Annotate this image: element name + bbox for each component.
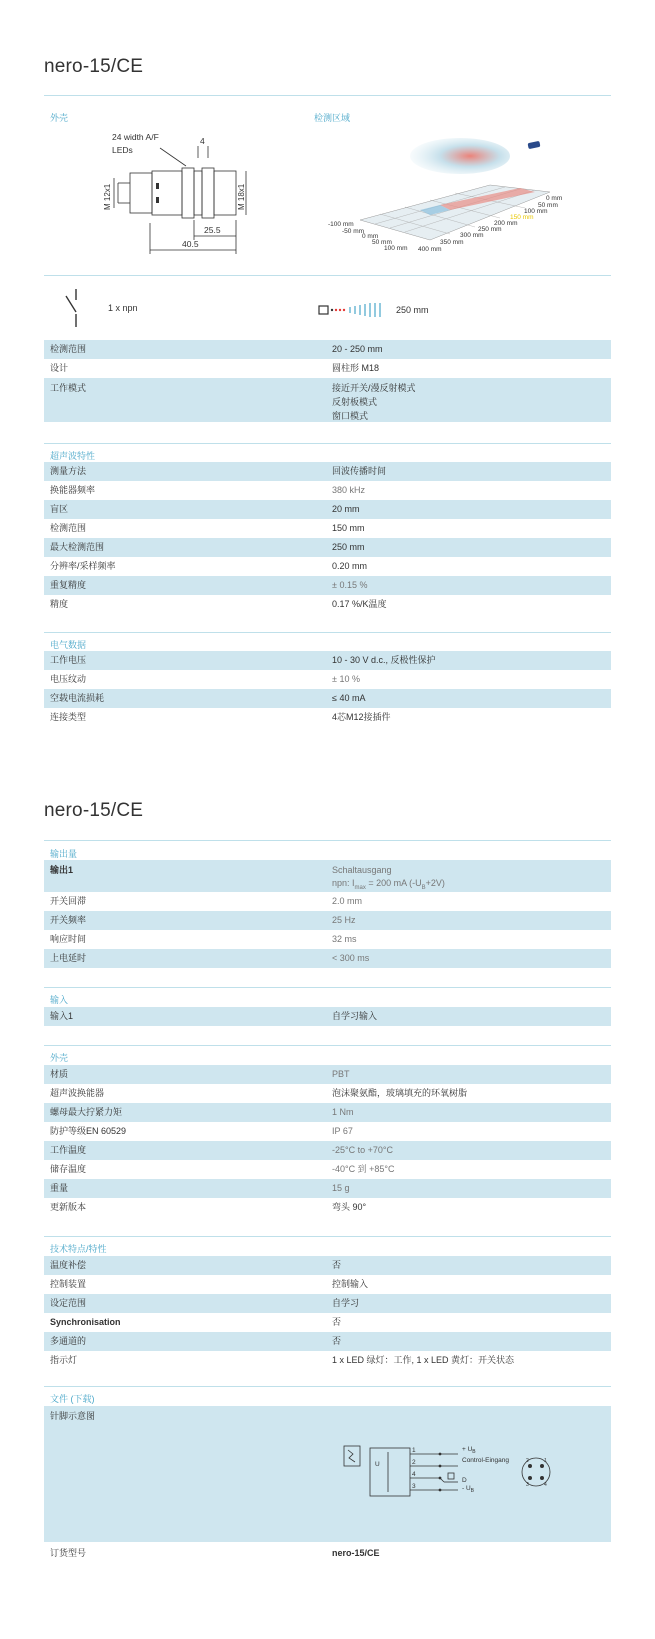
spec-value: 圆柱形 M18 [332, 363, 380, 373]
spec-row [44, 538, 611, 557]
spec-row [44, 462, 611, 481]
spec-label: 检测范围 [50, 344, 87, 354]
spec-label: 测量方法 [50, 466, 87, 476]
spec-value: 否 [332, 1260, 342, 1270]
operating-mode-2: 反射板模式 [332, 397, 378, 407]
spec-row [44, 557, 611, 576]
spec-value: PBT [332, 1069, 350, 1079]
spec-value: < 300 ms [332, 953, 370, 963]
spec-label: 设计 [50, 363, 69, 373]
spec-value: 自学习输入 [332, 1011, 378, 1021]
spec-value: 15 g [332, 1183, 350, 1193]
page-title: nero-15/CE [44, 56, 144, 77]
spec-row [44, 1065, 611, 1084]
spec-label: 重复精度 [50, 580, 87, 590]
spec-row [44, 1141, 611, 1160]
divider [44, 1236, 611, 1237]
electrical-section-title: 电气数据 [50, 640, 87, 650]
zone-label-350: 350 mm [440, 239, 464, 246]
spec-row [44, 1275, 611, 1294]
spec-row [44, 1351, 611, 1370]
spec-value: ± 10 % [332, 674, 360, 684]
spec-label: 开关频率 [50, 915, 87, 925]
divider [44, 275, 611, 276]
spec-row [44, 892, 611, 911]
spec-row [44, 708, 611, 727]
spec-label: 多通道的 [50, 1336, 87, 1346]
spec-row [44, 1198, 611, 1217]
zone-label-50: 50 mm [538, 202, 558, 209]
spec-label: 防护等级EN 60529 [50, 1126, 127, 1136]
spec-label: 超声波换能器 [50, 1088, 105, 1098]
housing-section-label: 外壳 [50, 113, 69, 123]
housing-dimension-drawing [100, 128, 260, 258]
spec-row [44, 1332, 611, 1351]
zone-label-400: 400 mm [418, 246, 442, 253]
spec-row [44, 689, 611, 708]
conn-pin-1: 1 [544, 1458, 547, 1464]
wiring-pin-2: 2 [412, 1459, 416, 1466]
operating-mode-3: 窗口模式 [332, 411, 369, 421]
spec-label: 针脚示意图 [50, 1411, 96, 1421]
range-value-label: 250 mm [396, 305, 429, 315]
zone-label-left100: 100 mm [384, 245, 408, 252]
output-type-label: 1 x npn [108, 303, 138, 313]
spec-label: 最大检测范围 [50, 542, 105, 552]
dim-4-label: 4 [200, 136, 205, 146]
spec-value: 32 ms [332, 934, 357, 944]
spec-row [44, 595, 611, 614]
zone-label-neg50: -50 mm [342, 228, 365, 235]
spec-value: -25°C to +70°C [332, 1145, 393, 1155]
spec-value: 20 mm [332, 504, 360, 514]
spec-row [44, 860, 611, 892]
wiring-pin-1: 1 [412, 1447, 416, 1454]
spec-value: 泡沫聚氨酯，玻璃填充的环氧树脂 [332, 1088, 468, 1098]
spec-row [44, 340, 611, 359]
conn-pin-3: 3 [526, 1482, 529, 1488]
spec-row [44, 1103, 611, 1122]
divider [44, 987, 611, 988]
detection-zone-section-label: 检测区域 [314, 113, 351, 123]
spec-label: 订货型号 [50, 1548, 87, 1558]
spec-label: 输入1 [50, 1011, 74, 1021]
wiring-minus-ub-label: - $U_B$ [462, 1485, 475, 1494]
zone-label-300: 300 mm [460, 232, 484, 239]
dim-25-5-label: 25.5 [204, 225, 221, 235]
spec-label: 工作电压 [50, 655, 87, 665]
spec-row [44, 500, 611, 519]
width-af-label: 24 width A/F [112, 132, 159, 142]
spec-value: 4芯M12接插件 [332, 712, 391, 722]
switch-symbol-icon [62, 288, 86, 328]
spec-value: 1 x LED 绿灯：工作, 1 x LED 黄灯：开关状态 [332, 1355, 515, 1365]
wiring-u-label: U [375, 1461, 380, 1468]
spec-label: 工作模式 [50, 383, 87, 393]
spec-value: 1 Nm [332, 1107, 354, 1117]
wiring-d-label: D [462, 1477, 467, 1484]
range-icon [318, 302, 388, 318]
wiring-pin-3: 3 [412, 1483, 416, 1490]
zone-label-left0: 0 mm [362, 233, 379, 240]
spec-value: 0.17 %/K温度 [332, 599, 387, 609]
spec-value: 回波传播时间 [332, 466, 387, 476]
spec-row [44, 670, 611, 689]
spec-label: 检测范围 [50, 523, 87, 533]
spec-label: 工作温度 [50, 1145, 87, 1155]
spec-label: 控制装置 [50, 1279, 87, 1289]
dim-40-5-label: 40.5 [182, 239, 199, 249]
zone-label-150: 150 mm [510, 214, 534, 221]
zone-label-neg100: -100 mm [328, 221, 354, 228]
spec-label: 响应时间 [50, 934, 87, 944]
spec-label: 连接类型 [50, 712, 87, 722]
zone-label-left50: 50 mm [372, 239, 392, 246]
spec-row [44, 576, 611, 595]
spec-value: 10 - 30 V d.c., 反极性保护 [332, 655, 436, 665]
spec-value: 弯头 90° [332, 1202, 367, 1212]
m12-label: M 12x1 [103, 183, 112, 210]
spec-value: 控制输入 [332, 1279, 369, 1289]
spec-label: 空载电流损耗 [50, 693, 105, 703]
spec-value: IP 67 [332, 1126, 353, 1136]
divider [44, 840, 611, 841]
zone-label-100: 100 mm [524, 208, 548, 215]
spec-row [44, 1294, 611, 1313]
spec-label: 盲区 [50, 504, 69, 514]
spec-row [44, 378, 611, 422]
conn-pin-2: 2 [526, 1458, 529, 1464]
page-title: nero-15/CE [44, 800, 144, 821]
spec-value: 0.20 mm [332, 561, 368, 571]
spec-value: 380 kHz [332, 485, 366, 495]
divider [44, 443, 611, 444]
spec-value: 250 mm [332, 542, 365, 552]
spec-label: 开关回滞 [50, 896, 87, 906]
spec-value: 2.0 mm [332, 896, 363, 906]
spec-label: 指示灯 [50, 1355, 78, 1365]
divider [44, 632, 611, 633]
spec-row [44, 1256, 611, 1275]
spec-value: ± 0.15 % [332, 580, 368, 590]
spec-row [44, 481, 611, 500]
divider [44, 95, 611, 96]
spec-row [44, 519, 611, 538]
spec-label: 分辨率/采样频率 [50, 561, 116, 571]
tech-section-title: 技术特点/特性 [50, 1244, 107, 1254]
spec-row [44, 1160, 611, 1179]
spec-label: 更新版本 [50, 1202, 87, 1212]
spec-row [44, 1084, 611, 1103]
spec-row [44, 930, 611, 949]
spec-row [44, 1122, 611, 1141]
spec-value: 20 - 250 mm [332, 344, 383, 354]
detection-zone-diagram [320, 130, 580, 260]
inputs-section-title: 输入 [50, 995, 69, 1005]
spec-value: 自学习 [332, 1298, 360, 1308]
spec-label: 换能器频率 [50, 485, 96, 495]
spec-row [44, 1313, 611, 1332]
spec-label: 输出1 [50, 865, 74, 875]
conn-pin-4: 4 [544, 1482, 547, 1488]
spec-label: 精度 [50, 599, 69, 609]
zone-label-250: 250 mm [478, 226, 502, 233]
wiring-pin-4: 4 [412, 1471, 416, 1478]
docs-section-title: 文件 (下载) [50, 1394, 95, 1404]
spec-row [44, 651, 611, 670]
spec-value: 否 [332, 1336, 342, 1346]
spec-row [44, 911, 611, 930]
spec-row [44, 1007, 611, 1026]
outputs-section-title: 输出量 [50, 849, 78, 859]
output1-value: Schaltausgang [332, 865, 392, 875]
housing-section-title: 外壳 [50, 1053, 69, 1063]
divider [44, 1045, 611, 1046]
wiring-diagram [340, 1440, 560, 1500]
order-number: nero-15/CE [332, 1548, 380, 1558]
wiring-control-label: Control-Eingang [462, 1457, 509, 1464]
spec-label: 电压纹动 [50, 674, 87, 684]
zone-label-0: 0 mm [546, 195, 563, 202]
spec-label: 螺母最大拧紧力矩 [50, 1107, 123, 1117]
ultrasonic-section-title: 超声波特性 [50, 451, 96, 461]
leds-label: LEDs [112, 145, 133, 155]
m18-label: M 18x1 [237, 183, 246, 210]
output1-current: npn: $I_{max} = 200$ mA $(-U_B+2V)$ [332, 878, 445, 891]
operating-mode-1: 接近开关/漫反射模式 [332, 383, 416, 393]
divider [44, 1386, 611, 1387]
spec-value: 否 [332, 1317, 342, 1327]
spec-row [44, 949, 611, 968]
spec-value: 150 mm [332, 523, 365, 533]
spec-row [44, 359, 611, 378]
wiring-ub-label: + $U_B$ [462, 1446, 476, 1455]
spec-value: ≤ 40 mA [332, 693, 366, 703]
spec-label: 材质 [50, 1069, 69, 1079]
zone-label-200: 200 mm [494, 220, 518, 227]
spec-row [44, 1179, 611, 1198]
spec-label: 储存温度 [50, 1164, 87, 1174]
spec-value: -40°C 到 +85°C [332, 1164, 395, 1174]
spec-label: 重量 [50, 1183, 69, 1193]
spec-value: 25 Hz [332, 915, 356, 925]
spec-label: 上电延时 [50, 953, 87, 963]
spec-label: Synchronisation [50, 1317, 121, 1327]
spec-label: 温度补偿 [50, 1260, 87, 1270]
spec-row [44, 1544, 611, 1563]
spec-label: 设定范围 [50, 1298, 87, 1308]
